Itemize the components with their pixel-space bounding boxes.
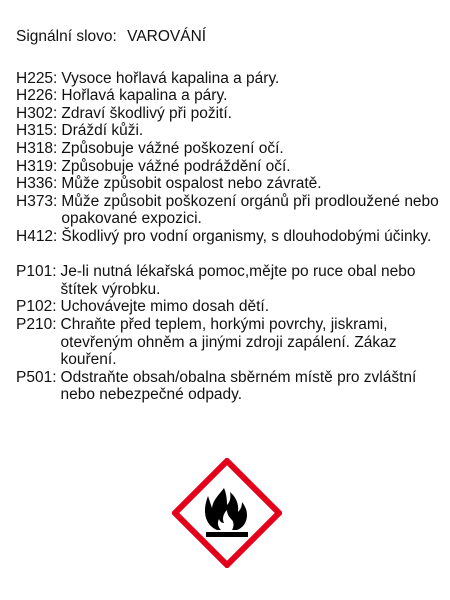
signal-word: VAROVÁNÍ — [127, 28, 207, 45]
statement-text: Škodlivý pro vodní organismy, s dlouhodobými účinky. — [61, 227, 432, 245]
ghs-flammable-pictogram — [172, 458, 282, 568]
statement-code: H319: — [16, 157, 58, 175]
statement-code: H226: — [16, 87, 58, 105]
statement-text: Zdraví škodlivý při požití. — [61, 104, 232, 122]
statement-text: Hořlavá kapalina a páry. — [61, 87, 228, 105]
hazard-statements-list — [16, 70, 441, 246]
hazard-statement — [16, 140, 441, 158]
statement-text: Může způsobit ospalost nebo závratě. — [61, 175, 322, 193]
statement-text: Způsobuje vážné podráždění očí. — [61, 157, 291, 175]
precautionary-statement — [16, 298, 441, 316]
statement-code: H315: — [16, 122, 58, 140]
hazard-statement — [16, 228, 441, 246]
precautionary-statement — [16, 316, 441, 369]
statement-code: H373: — [16, 192, 58, 210]
precautionary-statement — [16, 263, 441, 298]
statement-code: H336: — [16, 175, 58, 193]
flame-icon — [172, 458, 282, 568]
statement-code: P210: — [16, 315, 57, 333]
statement-text: Způsobuje vážné poškození očí. — [61, 139, 284, 157]
statement-text: Uchovávejte mimo dosah dětí. — [60, 298, 270, 316]
statement-code: P102: — [16, 298, 57, 316]
statement-code: P501: — [16, 368, 57, 386]
hazard-statement — [16, 70, 441, 88]
statement-text: Může způsobit poškození orgánů při prodloužené nebo opakované expozici. — [61, 192, 439, 228]
statement-code: H225: — [16, 69, 58, 87]
precautionary-statements-list — [16, 263, 441, 404]
hazard-statement — [16, 122, 441, 140]
statement-text: Dráždí kůži. — [61, 122, 144, 140]
signal-word-label: Signální slovo: — [16, 28, 117, 45]
statement-text: Vysoce hořlavá kapalina a páry. — [61, 69, 280, 87]
hazard-statement — [16, 175, 441, 193]
statement-code: H318: — [16, 139, 58, 157]
hazard-statement — [16, 193, 441, 228]
signal-word-line — [16, 28, 441, 46]
hazard-label — [16, 28, 441, 404]
statement-text: Je-li nutná lékařská pomoc,mějte po ruce obal nebo štítek výrobku. — [60, 263, 416, 298]
statement-code: H412: — [16, 227, 58, 245]
hazard-statement — [16, 158, 441, 176]
statement-code: H302: — [16, 104, 58, 122]
precautionary-statement — [16, 369, 441, 404]
statement-code: P101: — [16, 263, 57, 281]
statement-text: Odstraňte obsah/obalna sběrném místě pro zvláštní nebo nebezpečné odpady. — [60, 368, 417, 404]
section-spacer — [16, 246, 441, 264]
statement-text: Chraňte před teplem, horkými povrchy, jiskrami, otevřeným ohněm a jinými zdroji zapálení. Zákaz kouření. — [60, 315, 397, 369]
hazard-statement — [16, 105, 441, 123]
hazard-statement — [16, 87, 441, 105]
